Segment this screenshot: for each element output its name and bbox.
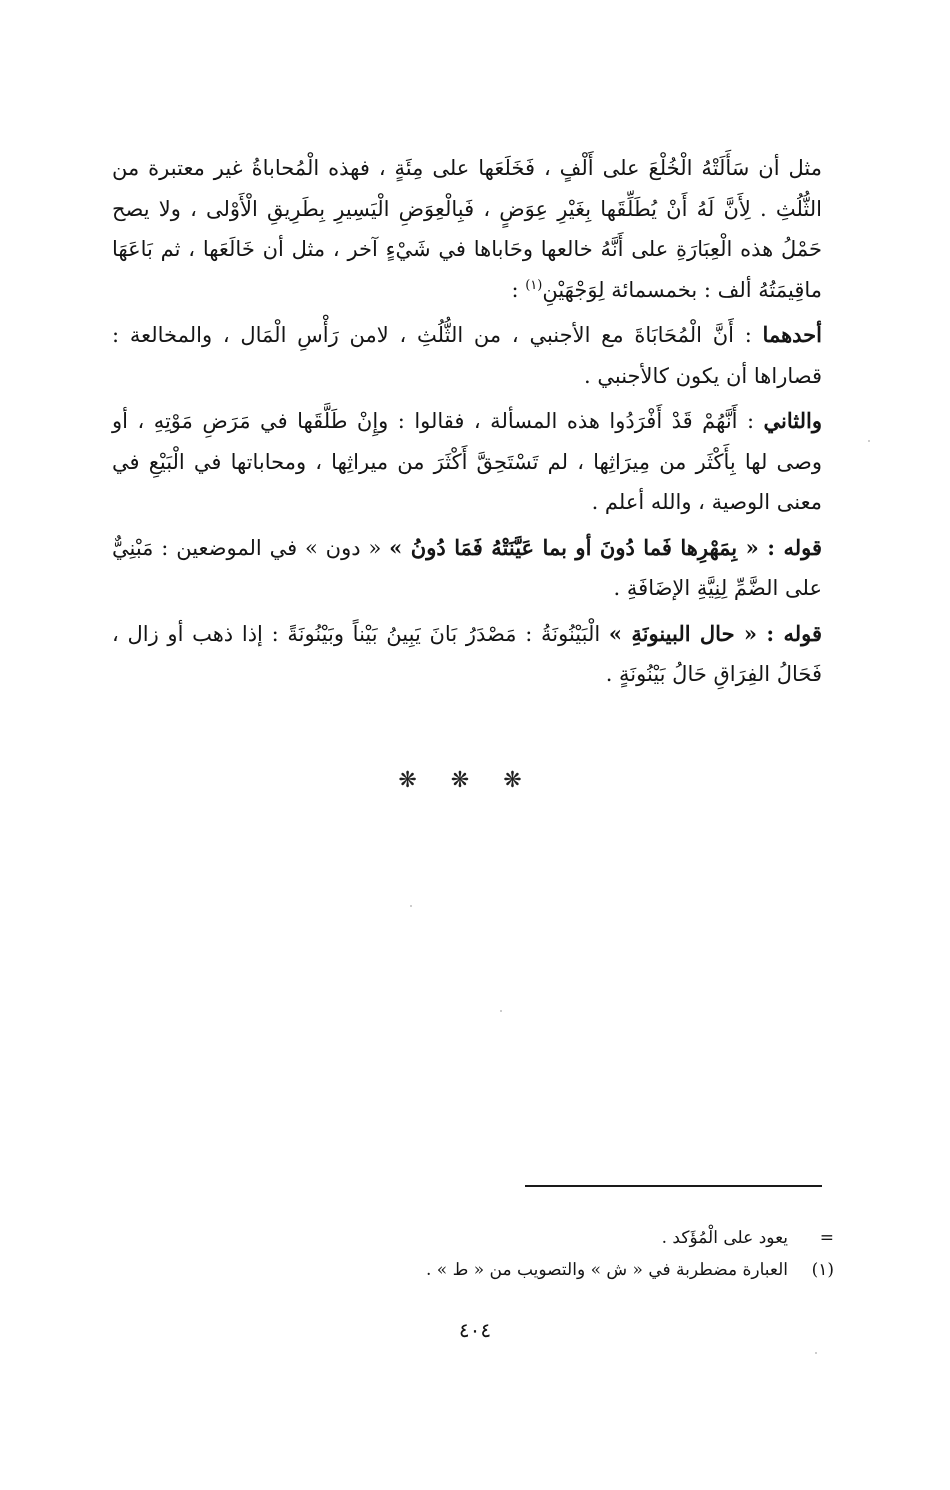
asterism-icon: ❋ (398, 768, 447, 793)
paragraph-4 (112, 528, 822, 609)
paragraph-1 (112, 148, 822, 310)
paragraph-text: : أَنَّ الْمُحَابَاةَ مع الأجنبي ، من الثُّلُثِ ، لامن رَأْسِ الْمَال ، والمخالعة : قصاراها أن يكون كالأجنبي . (112, 323, 822, 388)
footnote-reference: (١) (525, 277, 543, 293)
footnotes (300, 1222, 834, 1286)
main-text (112, 148, 822, 700)
scan-speck (815, 1352, 817, 1354)
paragraph-text: : أَنَّهُمْ قَدْ أَفْرَدُوا هذه المسألة ، فقالوا : وإِنْ طَلَّقَها في مَرَضِ مَوْتِهِ ، أو وصى لها بِأَكْثَر من مِيرَاثِها ، لم تَسْتَحِقَّ أَكْثَرَ من ميراثِها ، ومحاباتها في الْبَيْعِ في معنى الوصية ، والله أعلم . (112, 409, 822, 514)
paragraph-text: مثل أن سَأَلَتْهُ الْخُلْعَ على أَلْفٍ ، فَخَلَعَها على مِئَةٍ ، فهذه الْمُحاباةُ غير معتبرة من الثُّلُثِ . لِأَنَّ لَهُ أَنْ يُطَلِّقَها بِغَيْرِ عِوَضٍ ، فَبِالْعِوَضِ الْيَسِيرِ بِطَرِيقِ الْأَوْلى ، ولا يصح حَمْلُ هذه الْعِبَارَةِ على أَنَّهُ خالعها وحَاباها في شَيْءٍ آخر ، مثل أن خَالَعَها ، ثم بَاعَهَا ماقِيمَتُهُ ألف : بخمسمائة لِوَجْهَيْنِ (112, 156, 822, 302)
paragraph-lead: والثاني (763, 408, 822, 433)
scan-speck (868, 440, 870, 442)
footnote-marker: = (819, 1228, 834, 1248)
paragraph-3 (112, 401, 822, 523)
footnote-marker: (١) (811, 1260, 834, 1280)
paragraph-2 (112, 315, 822, 396)
paragraph-5 (112, 614, 822, 695)
paragraph-text: « دون » في الموضعين : مَبْنِيٌّ على الضَّمِّ لِنِيَّةِ الإضَافَةِ . (112, 535, 822, 600)
paragraph-lead: قوله : « بِمَهْرِها فَما دُونَ أو بما عَيَّنَتْهُ فَمَا دُونُ » (389, 534, 823, 560)
asterism-icon: ❋ (450, 768, 500, 793)
paragraph-lead: أحدهما (762, 322, 822, 347)
scan-speck (410, 905, 412, 907)
asterism-icon: ❋ (503, 768, 552, 793)
footnote-text: العبارة مضطربة في « ش » والتصويب من « ط » . (425, 1260, 788, 1280)
scan-speck (500, 1010, 502, 1012)
footnote-separator (525, 1185, 822, 1187)
paragraph-tail: : (511, 277, 526, 302)
footnote-text: يعود على الْمُؤَكد . (661, 1228, 788, 1248)
paragraph-lead: قوله : « حال البينونَةِ » (608, 620, 822, 646)
paragraph-text: الْبَيْنُونَةُ : مَصْدَرُ بَانَ يَبِينُ بَيْناً وبَيْنُونَةً : إذا ذهب أو زال ، فَحَالُ الفِرَاقِ حَالُ بَيْنُونَةٍ . (112, 621, 822, 686)
footnote-item (300, 1254, 834, 1286)
footnote-item (300, 1222, 834, 1254)
section-divider-ornament (0, 768, 950, 793)
page-number: ٤٠٤ (458, 1318, 492, 1342)
